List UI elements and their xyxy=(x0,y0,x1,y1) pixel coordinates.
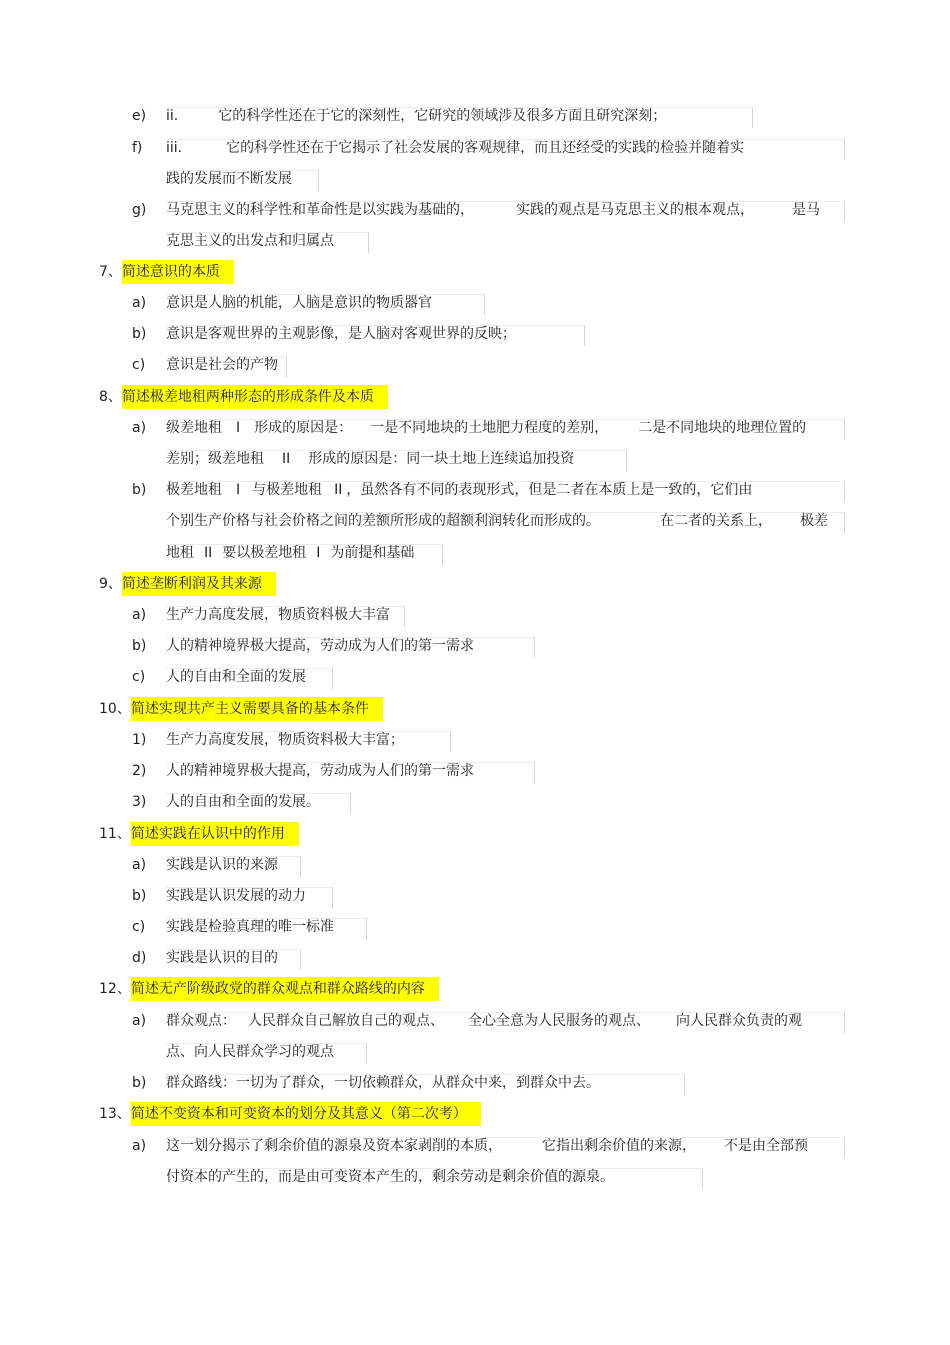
list-text: 群众观点： 人民群众自己解放自己的观点、 全心全意为人民服务的观点、 向人民群众负责的观 xyxy=(166,1013,802,1029)
list-item xyxy=(0,353,950,377)
list-text: 马克思主义的科学性和革命性是以实践为基础的， 实践的观点是马克思主义的根本观点， 是马 xyxy=(166,202,820,218)
list-text: 意识是客观世界的主观影像，是人脑对客观世界的反映； xyxy=(166,326,516,342)
list-text: 生产力高度发展，物质资料极大丰富 xyxy=(166,607,390,623)
list-text: 人的自由和全面的发展 xyxy=(166,669,306,685)
list-item xyxy=(0,634,950,658)
list-item xyxy=(0,478,950,502)
list-marker: b) xyxy=(132,326,147,342)
list-text: 地租 II 要以极差地租 I 为前提和基础 xyxy=(166,545,415,561)
heading-title: 简述垄断利润及其来源 xyxy=(122,572,276,596)
list-text: 生产力高度发展，物质资料极大丰富； xyxy=(166,732,404,748)
list-item xyxy=(0,603,950,627)
list-marker: a) xyxy=(132,295,147,311)
list-marker: 2) xyxy=(132,763,147,779)
section-heading xyxy=(99,1102,481,1126)
list-item xyxy=(0,1009,950,1033)
list-text: 差别；级差地租 II 形成的原因是：同一块土地上连续追加投资 xyxy=(166,451,575,467)
list-marker: f) xyxy=(132,140,143,156)
list-item-continuation xyxy=(0,1040,950,1064)
list-text: 意识是社会的产物 xyxy=(166,357,278,373)
section-heading xyxy=(99,385,388,409)
list-text: 点、向人民群众学习的观点 xyxy=(166,1044,334,1060)
heading-number: 9、 xyxy=(99,576,122,592)
list-marker: a) xyxy=(132,1013,147,1029)
list-text: 这一划分揭示了剩余价值的源泉及资本家剥削的本质， 它指出剩余价值的来源， 不是由全部预 xyxy=(166,1138,808,1154)
list-item xyxy=(0,728,950,752)
list-item xyxy=(0,104,950,128)
list-text: 人的自由和全面的发展。 xyxy=(166,794,320,810)
list-item-continuation xyxy=(0,167,950,191)
heading-number: 12、 xyxy=(99,981,131,997)
list-text: iii. 它的科学性还在于它揭示了社会发展的客观规律，而且还经受的实践的检验并随着实 xyxy=(166,140,745,156)
heading-number: 11、 xyxy=(99,826,131,842)
list-item xyxy=(0,291,950,315)
list-marker: g) xyxy=(132,202,147,218)
list-marker: c) xyxy=(132,919,146,935)
list-item-continuation xyxy=(0,541,950,565)
list-item-continuation xyxy=(0,229,950,253)
heading-number: 7、 xyxy=(99,264,122,280)
list-marker: c) xyxy=(132,669,146,685)
heading-title: 简述实践在认识中的作用 xyxy=(131,822,299,846)
heading-number: 8、 xyxy=(99,389,122,405)
list-item-continuation xyxy=(0,1165,950,1189)
list-text: 极差地租 I 与极差地租 II ，虽然各有不同的表现形式，但是二者在本质上是一致的，它们由 xyxy=(166,482,753,498)
list-text: 个别生产价格与社会价格之间的差额所形成的超额利润转化而形成的。 在二者的关系上， 极差 xyxy=(166,513,828,529)
list-item xyxy=(0,1134,950,1158)
list-text: 实践是认识的目的 xyxy=(166,950,278,966)
list-marker: c) xyxy=(132,357,146,373)
list-item-continuation xyxy=(0,447,950,471)
list-marker: e) xyxy=(132,108,147,124)
list-marker: a) xyxy=(132,607,147,623)
heading-title: 简述实现共产主义需要具备的基本条件 xyxy=(131,697,383,721)
list-marker: b) xyxy=(132,482,147,498)
section-heading xyxy=(99,977,439,1001)
list-marker: a) xyxy=(132,857,147,873)
list-item xyxy=(0,759,950,783)
heading-number: 10、 xyxy=(99,701,131,717)
list-item xyxy=(0,946,950,970)
list-marker: 1) xyxy=(132,732,147,748)
list-marker: b) xyxy=(132,888,147,904)
heading-title: 简述无产阶级政党的群众观点和群众路线的内容 xyxy=(131,977,439,1001)
list-item xyxy=(0,1071,950,1095)
heading-number: 13、 xyxy=(99,1106,131,1122)
list-text: ii. 它的科学性还在于它的深刻性，它研究的领域涉及很多方面且研究深刻； xyxy=(166,108,667,124)
list-item xyxy=(0,136,950,160)
section-heading xyxy=(99,572,276,596)
list-text: 践的发展而不断发展 xyxy=(166,171,292,187)
list-text: 付资本的产生的，而是由可变资本产生的，剩余劳动是剩余价值的源泉。 xyxy=(166,1169,614,1185)
heading-title: 简述极差地租两种形态的形成条件及本质 xyxy=(122,385,388,409)
section-heading xyxy=(99,822,299,846)
list-item xyxy=(0,416,950,440)
list-marker: a) xyxy=(132,420,147,436)
list-marker: 3) xyxy=(132,794,147,810)
section-heading xyxy=(99,260,234,284)
list-text: 人的精神境界极大提高，劳动成为人们的第一需求 xyxy=(166,763,474,779)
list-text: 群众路线：一切为了群众，一切依赖群众，从群众中来，到群众中去。 xyxy=(166,1075,600,1091)
list-item-continuation xyxy=(0,509,950,533)
list-text: 意识是人脑的机能，人脑是意识的物质器官 xyxy=(166,295,432,311)
list-marker: b) xyxy=(132,1075,147,1091)
heading-title: 简述意识的本质 xyxy=(122,260,234,284)
list-marker: d) xyxy=(132,950,147,966)
section-heading xyxy=(99,697,383,721)
list-text: 实践是检验真理的唯一标准 xyxy=(166,919,334,935)
list-item xyxy=(0,853,950,877)
list-marker: a) xyxy=(132,1138,147,1154)
list-item xyxy=(0,322,950,346)
list-text: 实践是认识的来源 xyxy=(166,857,278,873)
list-text: 人的精神境界极大提高，劳动成为人们的第一需求 xyxy=(166,638,474,654)
list-text: 级差地租 I 形成的原因是： 一是不同地块的土地肥力程度的差别， 二是不同地块的地理位置的 xyxy=(166,420,807,436)
heading-title: 简述不变资本和可变资本的划分及其意义（第二次考） xyxy=(131,1102,481,1126)
list-item xyxy=(0,915,950,939)
list-marker: b) xyxy=(132,638,147,654)
list-text: 实践是认识发展的动力 xyxy=(166,888,306,904)
list-item xyxy=(0,790,950,814)
list-item xyxy=(0,665,950,689)
list-item xyxy=(0,198,950,222)
list-item xyxy=(0,884,950,908)
list-text: 克思主义的出发点和归属点 xyxy=(166,233,334,249)
